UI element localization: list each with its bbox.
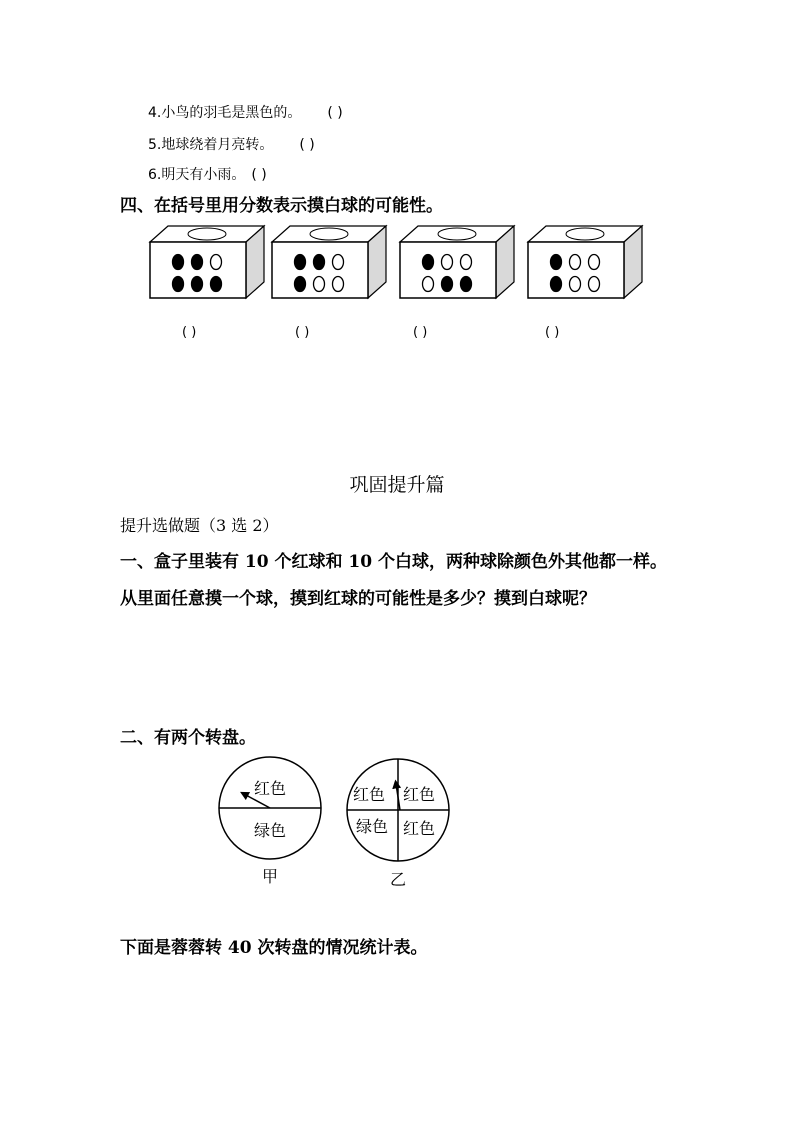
spinner-jia-caption: 甲 (262, 867, 279, 886)
white-ball (570, 255, 581, 270)
white-ball (211, 255, 222, 270)
judgment-text: 4.小鸟的羽毛是黑色的。 (148, 105, 302, 121)
table-intro: 下面是蓉蓉转 40 次转盘的情况统计表。 (120, 938, 428, 958)
spinner-yi-caption: 乙 (390, 870, 407, 889)
box-opening (438, 228, 476, 240)
judgment-text: 5.地球绕着月亮转。 (148, 137, 274, 153)
spinner-jia-bottom-label: 绿色 (254, 821, 287, 840)
white-ball (423, 277, 434, 292)
white-ball (314, 277, 325, 292)
answer-paren[interactable]: ( ) (299, 137, 315, 153)
page-title: 巩固提升篇 (349, 474, 445, 496)
question2-heading: 二、有两个转盘。 (120, 728, 256, 748)
white-ball (461, 255, 472, 270)
spinner-jia (219, 757, 321, 886)
black-ball (295, 277, 306, 292)
spinner-jia-top-label: 红色 (254, 779, 287, 798)
white-ball (589, 277, 600, 292)
subtitle: 提升选做题（3 选 2） (120, 516, 279, 535)
white-ball (570, 277, 581, 292)
spinner-yi-top-left-label: 红色 (353, 785, 386, 804)
judgment-text: 6.明天有小雨。 (148, 167, 246, 183)
black-ball (173, 277, 184, 292)
black-ball (423, 255, 434, 270)
black-ball (442, 277, 453, 292)
judgment-item (148, 134, 315, 154)
ball-boxes (140, 222, 660, 308)
spinner-yi-top-right-label: 红色 (403, 785, 436, 804)
answer-paren[interactable]: ( ) (251, 167, 267, 183)
box-answer[interactable]: ( ) (545, 325, 560, 340)
black-ball (211, 277, 222, 292)
ball-box (272, 226, 386, 298)
section4-heading: 四、在括号里用分数表示摸白球的可能性。 (120, 196, 443, 216)
ball-box (528, 226, 642, 298)
box-answer[interactable]: ( ) (295, 325, 310, 340)
ball-box (150, 226, 264, 298)
spinner-yi (347, 759, 449, 889)
white-ball (333, 255, 344, 270)
judgment-item (148, 102, 343, 122)
spinner-yi-bottom-left-label: 绿色 (356, 817, 389, 836)
question1-line1: 一、盒子里装有 10 个红球和 10 个白球，两种球除颜色外其他都一样。 (120, 552, 667, 572)
black-ball (295, 255, 306, 270)
black-ball (461, 277, 472, 292)
black-ball (314, 255, 325, 270)
box-answer[interactable]: ( ) (182, 325, 197, 340)
question1-line2: 从里面任意摸一个球，摸到红球的可能性是多少？摸到白球呢？ (120, 589, 596, 609)
box-answer[interactable]: ( ) (413, 325, 428, 340)
black-ball (192, 255, 203, 270)
white-ball (333, 277, 344, 292)
black-ball (551, 277, 562, 292)
box-opening (188, 228, 226, 240)
box-opening (566, 228, 604, 240)
spinners (210, 752, 460, 892)
judgment-item (148, 164, 267, 184)
ball-box (400, 226, 514, 298)
black-ball (192, 277, 203, 292)
black-ball (551, 255, 562, 270)
white-ball (442, 255, 453, 270)
box-opening (310, 228, 348, 240)
spinner-yi-bottom-right-label: 红色 (403, 819, 436, 838)
black-ball (173, 255, 184, 270)
answer-paren[interactable]: ( ) (327, 105, 343, 121)
white-ball (589, 255, 600, 270)
